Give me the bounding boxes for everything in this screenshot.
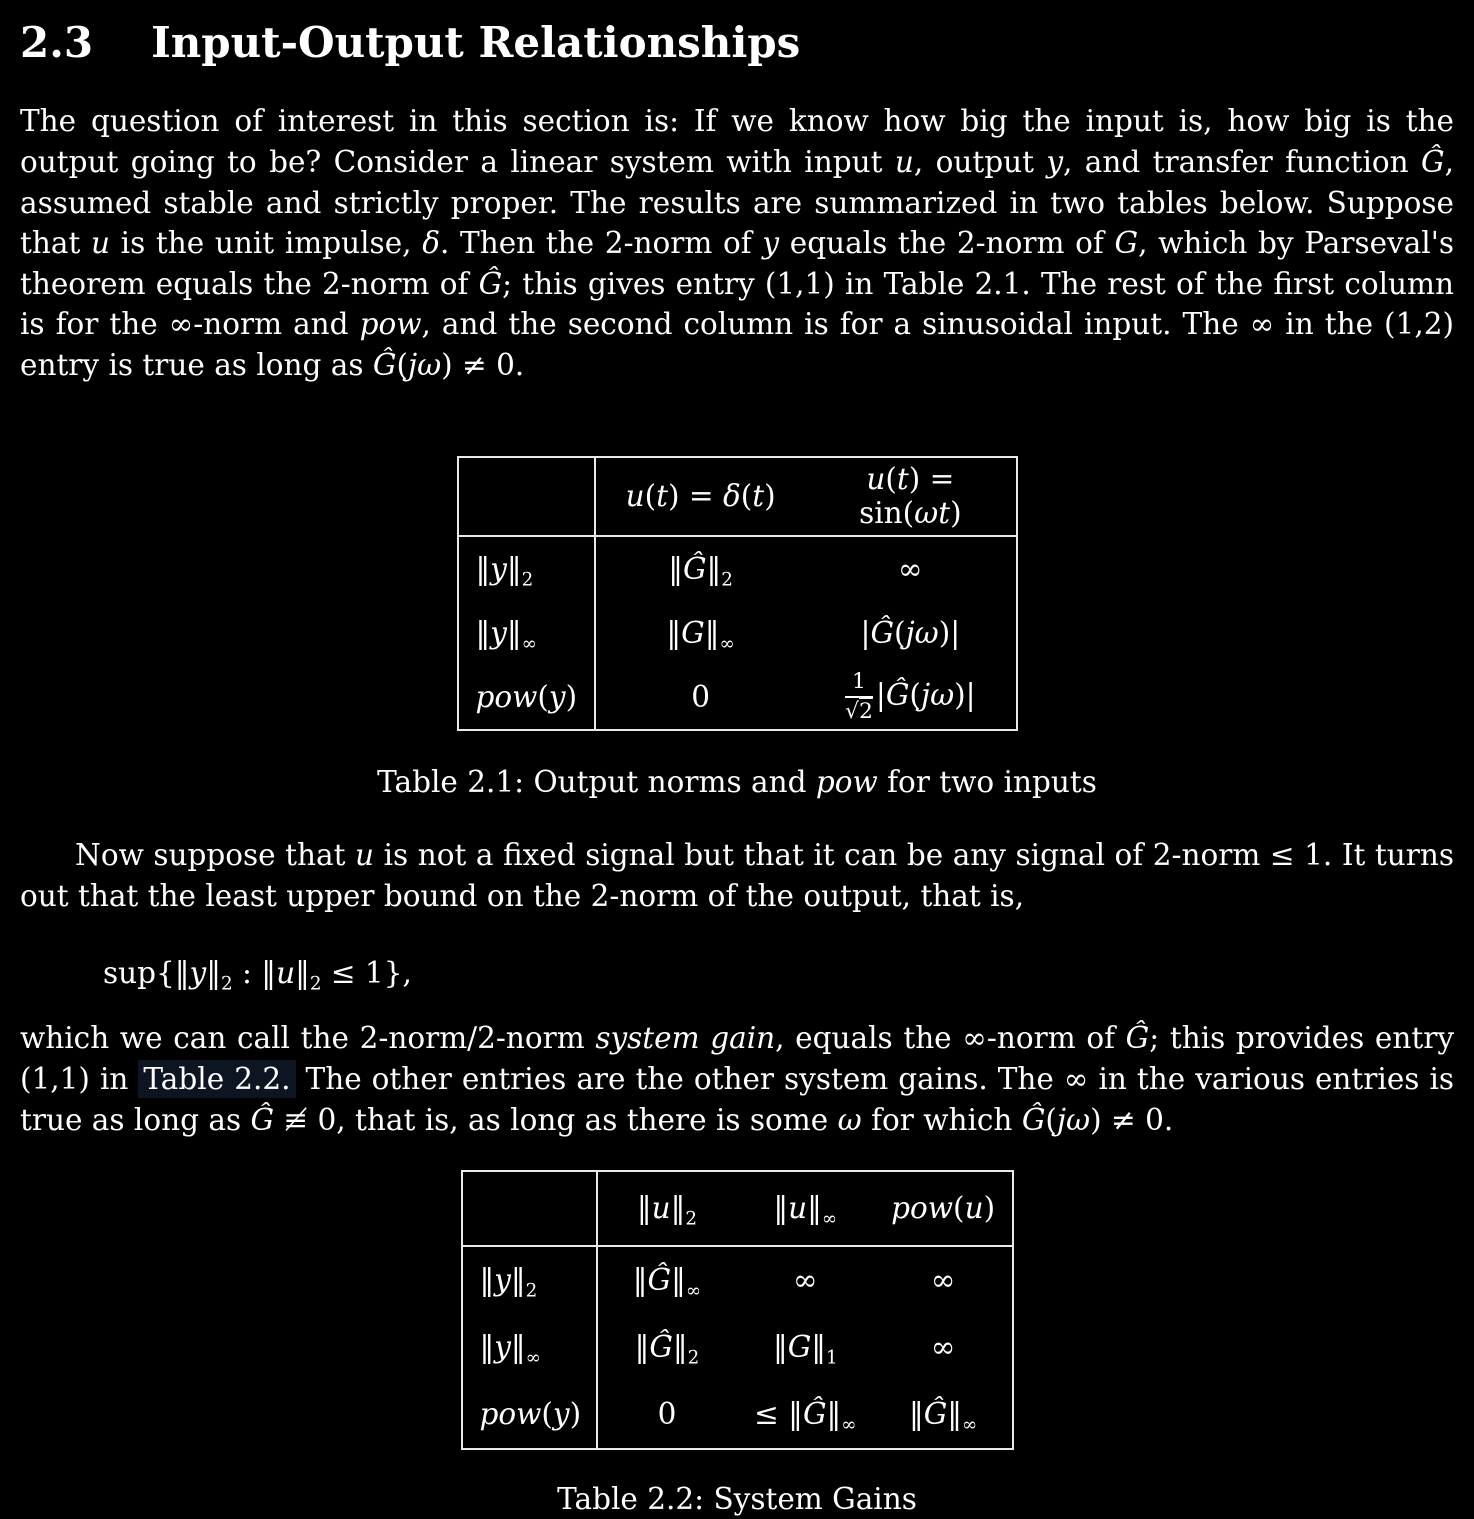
row-label-cell: $‖y‖_\infty$ <box>462 1314 598 1381</box>
table-2-2-link[interactable]: Table 2.2. <box>138 1060 295 1098</box>
corner-cell <box>462 1171 598 1246</box>
table-row <box>462 1314 1013 1381</box>
corner-cell <box>458 457 596 537</box>
section-title: Input-Output Relationships <box>151 18 801 67</box>
table-header-row <box>458 457 1017 537</box>
table-cell: ≤ $‖Ĝ‖_\infty$ <box>754 1397 857 1436</box>
paragraph-now-suppose: Now suppose that u is not a fixed signal but that it can be any signal of 2-norm ≤ 1. It turns out that the least upper bound on the 2-norm of the output, that is, <box>20 838 1454 913</box>
table-row <box>458 665 1017 730</box>
section-heading <box>20 18 1454 68</box>
row-label-cell: $‖y‖_2$ <box>462 1246 598 1314</box>
table-2-2-caption: Table 2.2: System Gains <box>557 1482 917 1517</box>
section-number: 2.3 <box>20 18 94 67</box>
table-cell: $\frac{1}{√2}$ |Ĝ(jω)| <box>845 669 976 725</box>
table-cell: $‖Ĝ‖_2$ <box>668 551 733 591</box>
table-cell: 0 <box>657 1397 677 1432</box>
paragraph-system-gain: which we can call the 2-norm/2-norm system gain, equals the ∞-norm of Ĝ; this provides entry (1,1) in Table 2.2. The other entries are the other system gains. The ∞ in the various entries is true as long as Ĝ ≢ 0, that is, as long as there is some ω for which Ĝ(jω) ≠ 0. <box>20 1021 1455 1137</box>
table-row <box>462 1246 1013 1314</box>
row-label-cell: $‖y‖_\infty$ <box>458 601 596 665</box>
row-label-cell: $‖y‖_2$ <box>458 536 596 601</box>
table-cell: $‖G‖_1$ <box>772 1330 838 1369</box>
table-cell: ∞ <box>930 1330 956 1365</box>
table-cell: ∞ <box>930 1263 956 1298</box>
table-row <box>458 601 1017 665</box>
column-header-cell: $‖u‖_2$ <box>636 1191 698 1230</box>
table-cell: $‖Ĝ‖_\infty$ <box>908 1397 978 1436</box>
table-cell: $‖Ĝ‖_2$ <box>634 1330 700 1369</box>
table-cell: $‖G‖_\infty$ <box>666 615 735 655</box>
table-row <box>458 536 1017 601</box>
table-header-row <box>462 1171 1013 1246</box>
row-label-cell: pow(y) <box>462 1381 598 1449</box>
table-2-1-caption: Table 2.1: Output norms and pow for two inputs <box>377 765 1097 800</box>
fraction: $\frac{1}{√2}$ <box>845 669 873 725</box>
table-cell: 0 <box>691 679 710 714</box>
table-cell: ∞ <box>793 1263 818 1298</box>
table-cell: |Ĝ(jω)| <box>860 615 961 650</box>
table-2-2 <box>461 1170 1014 1450</box>
column-header-cell: pow(u) <box>891 1191 996 1226</box>
row-label-cell: pow(y) <box>458 665 596 730</box>
column-header-cell: u(t) = sin(ωt) <box>859 461 962 531</box>
table-cell: ∞ <box>898 551 923 586</box>
table-cell: $‖Ĝ‖_\infty$ <box>632 1263 702 1302</box>
column-header-cell: u(t) = δ(t) <box>625 478 776 513</box>
paragraph-intro: The question of interest in this section is: If we know how big the input is, how big is the output going to be? Consider a linear system with input u, output y, and transfer function Ĝ, assumed stable and strictly proper. The results are summarized in two tables below. Suppose that u is the unit impulse, δ. Then the 2-norm of y equals the 2-norm of G, which by Parseval's theorem equals the 2-norm of Ĝ; this gives entry (1,1) in Table 2.1. The rest of the first column is for the ∞-norm and pow, and the second column is for a sinusoidal input. The ∞ in the (1,2) entry is true as long as Ĝ(jω) ≠ 0. <box>20 104 1455 382</box>
table-2-1 <box>457 456 1018 732</box>
table-row <box>462 1381 1013 1449</box>
column-header-cell: $‖u‖_\infty$ <box>773 1191 838 1230</box>
equation-sup-norm: $sup\{‖y‖_2$ : $‖u‖_2 \le 1$}, <box>103 956 412 995</box>
